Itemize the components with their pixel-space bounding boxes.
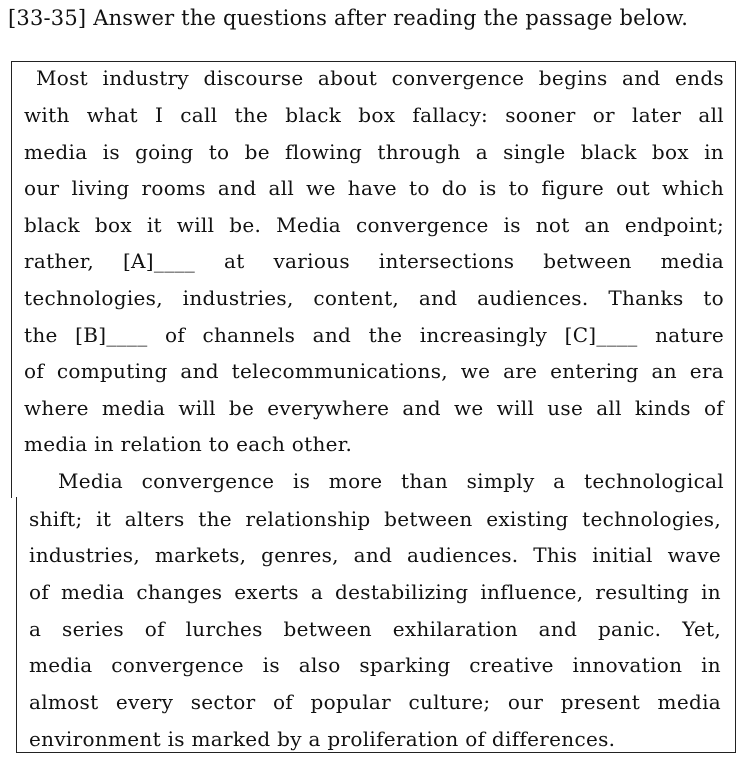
passage-line: shift; it alters the relationship between existing technologies, xyxy=(29,507,721,531)
passage-line: of computing and telecommunications, we are entering an era xyxy=(24,359,724,383)
passage-line: where media will be everywhere and we will use all kinds of xyxy=(24,396,724,420)
passage-line: a series of lurches between exhilaration and panic. Yet, xyxy=(29,617,721,641)
passage-line: of media changes exerts a destabilizing influence, resulting in xyxy=(29,580,721,604)
passage-line: Most industry discourse about convergence begins and ends xyxy=(36,66,724,90)
passage-line: Media convergence is more than simply a technological xyxy=(58,469,724,493)
passage-line: the [B]____ of channels and the increasingly [C]____ nature xyxy=(24,323,724,347)
passage-line: media is going to be flowing through a single black box in xyxy=(24,140,724,164)
question-header: [33-35] Answer the questions after reading the passage below. xyxy=(8,6,689,30)
passage-line: with what I call the black box fallacy: sooner or later all xyxy=(24,103,724,127)
passage-line: rather, [A]____ at various intersections between media xyxy=(24,249,724,273)
passage-line: environment is marked by a proliferation of differences. xyxy=(29,727,616,751)
passage-line: black box it will be. Media convergence is not an endpoint; xyxy=(24,213,724,237)
passage-line: media in relation to each other. xyxy=(24,432,353,456)
passage-line: media convergence is also sparking creative innovation in xyxy=(29,653,721,677)
passage-line: technologies, industries, content, and audiences. Thanks to xyxy=(24,286,724,310)
passage-line: almost every sector of popular culture; our present media xyxy=(29,690,721,714)
passage-line: our living rooms and all we have to do is to figure out which xyxy=(24,176,724,200)
passage-line: industries, markets, genres, and audiences. This initial wave xyxy=(29,543,721,567)
